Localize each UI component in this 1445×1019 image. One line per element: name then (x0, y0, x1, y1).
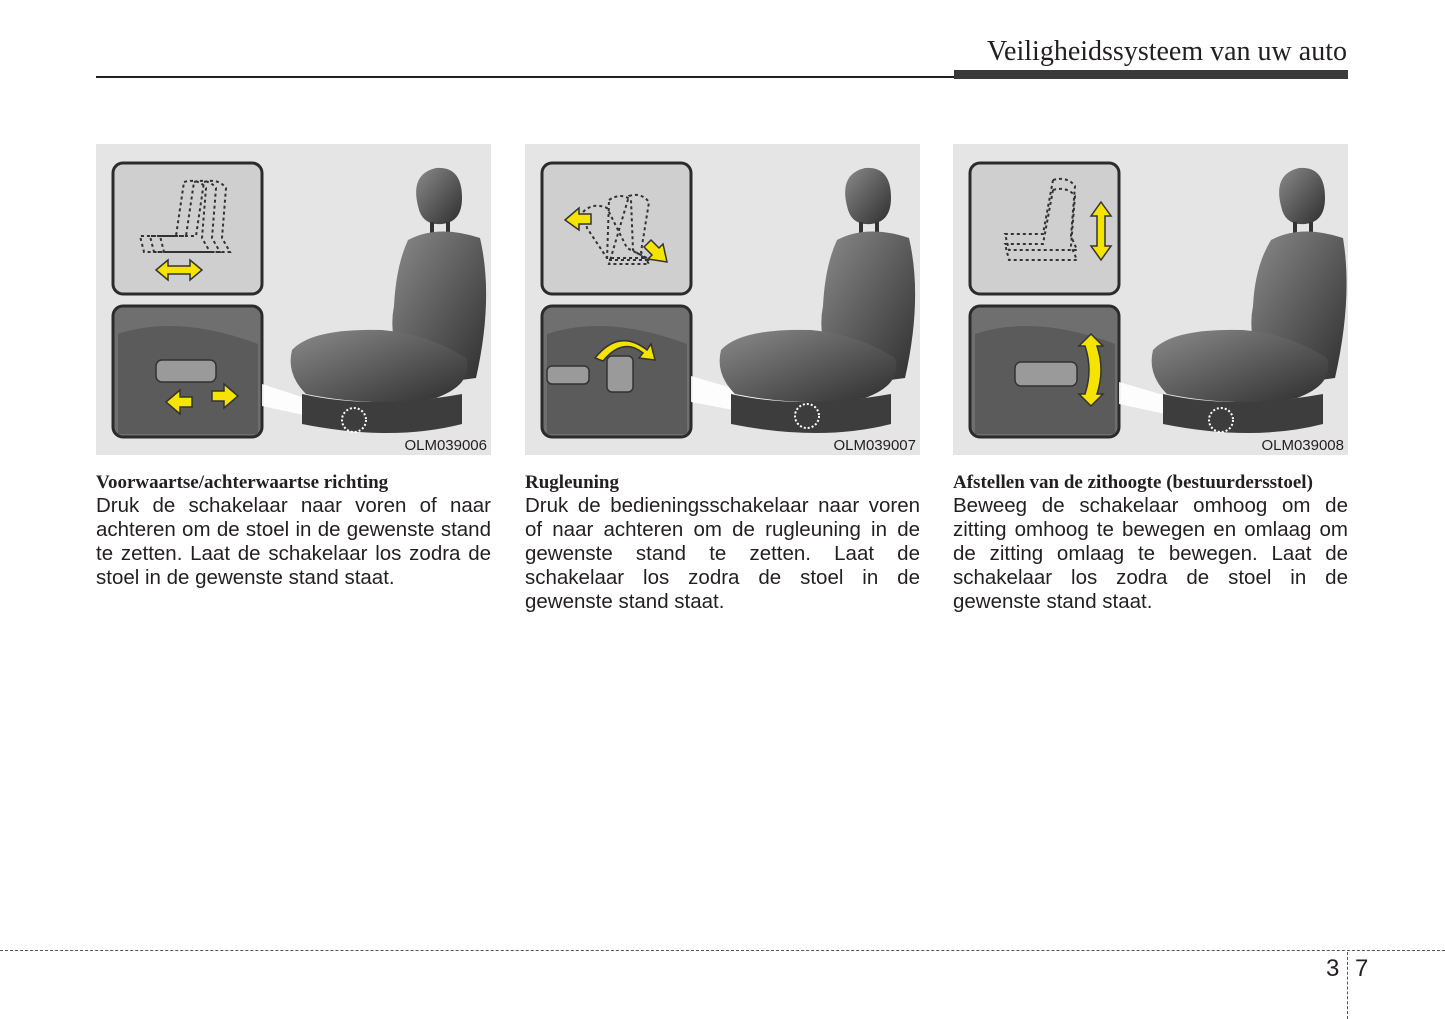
page-number-divider (1347, 952, 1348, 1019)
section-body: Beweeg de schakelaar omhoog om de zitting omhoog te bewegen en omlaag om de zitting omlaag te bewegen. Laat de schakelaar los zodra de stoel in de gewenste stand staat. (953, 494, 1348, 613)
figure-backrest (525, 144, 920, 455)
section-forward-backward (96, 144, 491, 590)
section-heading: Voorwaartse/achterwaartse richting (96, 472, 389, 493)
seat-illustration (291, 168, 487, 433)
figure-forward-backward (96, 144, 491, 455)
header-rule (96, 76, 954, 78)
section-body: Druk de bedieningsschakelaar naar voren of naar achteren om de rugleuning in de gewenste stand te zetten. Laat de schakelaar los zodra de stoel in de gewenste stand staat. (525, 494, 920, 613)
page-header-title: Veiligheidssysteem van uw auto (986, 36, 1347, 67)
header-bar (954, 70, 1348, 79)
chapter-number: 3 (1326, 955, 1340, 982)
figure-code: OLM039008 (1261, 437, 1344, 454)
figure-code: OLM039006 (404, 437, 487, 454)
section-heading: Rugleuning (525, 472, 619, 493)
figure-code: OLM039007 (833, 437, 916, 454)
footer-rule (0, 950, 1445, 951)
section-seat-height (953, 144, 1348, 614)
section-backrest (525, 144, 920, 614)
figure-seat-height (953, 144, 1348, 455)
section-body: Druk de schakelaar naar voren of naar achteren om de stoel in de gewenste stand te zetten. Laat de schakelaar los zodra de stoel in de gewenste stand staat. (96, 494, 491, 589)
seat-illustration (720, 168, 916, 433)
page-number: 7 (1355, 955, 1369, 982)
seat-illustration (1152, 168, 1347, 433)
section-heading: Afstellen van de zithoogte (bestuurdersstoel) (953, 472, 1313, 493)
